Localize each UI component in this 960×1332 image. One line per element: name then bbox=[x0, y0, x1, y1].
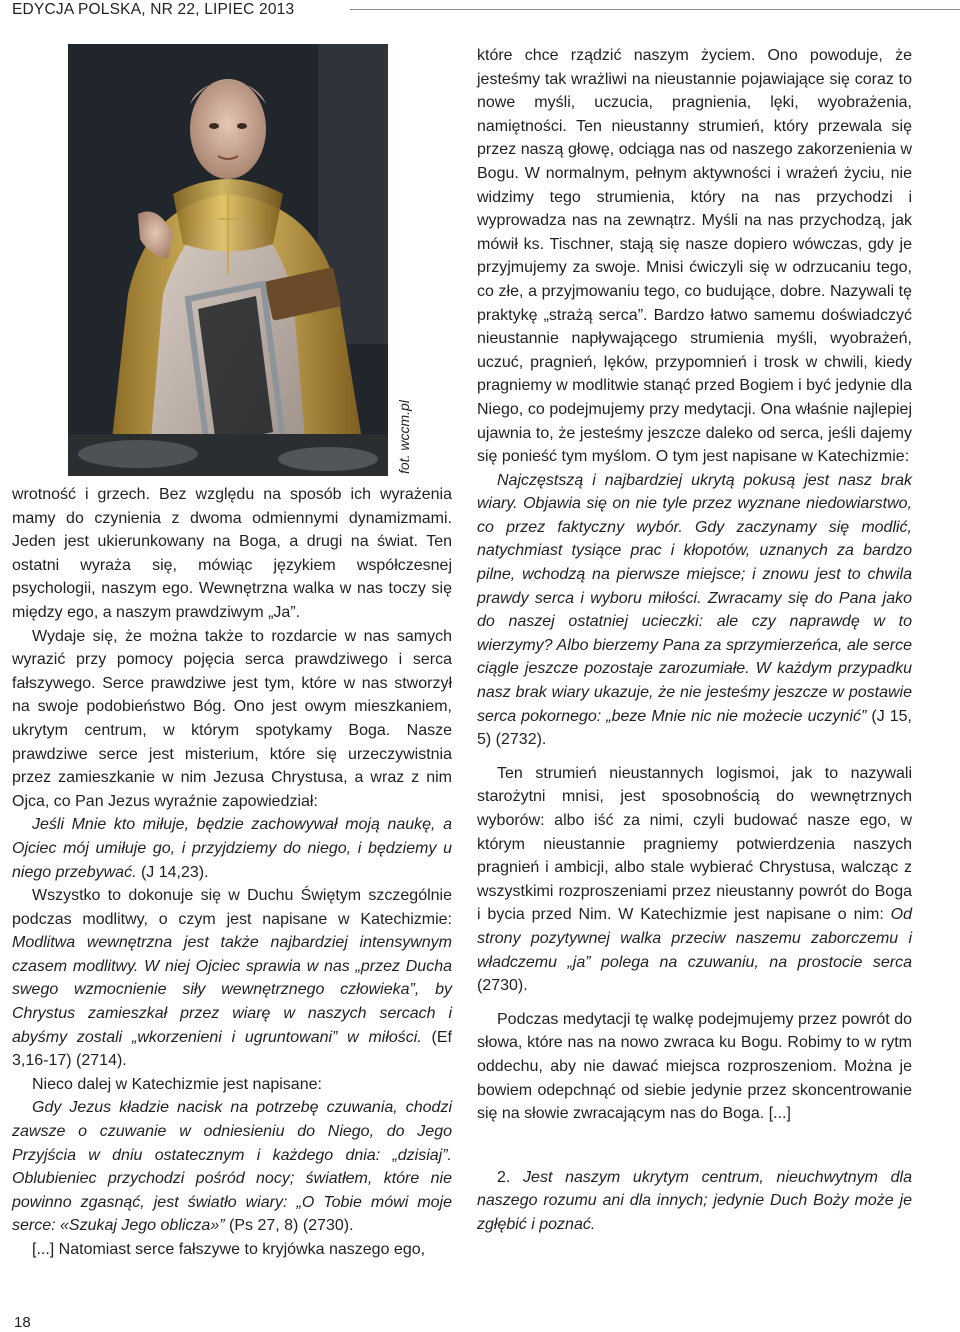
paragraph-quote bbox=[477, 469, 912, 752]
left-column bbox=[12, 483, 452, 1262]
paragraph: [...] Natomiast serce fałszywe to kryjówka naszego ego, bbox=[32, 1241, 426, 1258]
photo-credit: fot. wccm.pl bbox=[396, 400, 412, 474]
footnote-number: 2. bbox=[497, 1168, 524, 1186]
quote-reference: (Ps 27, 8) (2730). bbox=[224, 1217, 354, 1235]
paragraph-text: Wszystko to dokonuje się w Duchu Świętym szczególnie podczas modlitwy, o czym jest napisane w Katechizmie: bbox=[12, 887, 452, 928]
paragraph bbox=[477, 762, 912, 998]
issue-header: EDYCJA POLSKA, NR 22, LIPIEC 2013 bbox=[12, 1, 295, 18]
quote-reference: (2730). bbox=[477, 977, 528, 995]
page-number: 18 bbox=[14, 1314, 31, 1331]
quote-text: Gdy Jezus kładzie nacisk na potrzebę czuwania, chodzi zawsze o czuwanie w odniesieniu do Niego, do Jego Przyjścia w dniu ostatecznym i każdego dnia: „dzisiaj”. Oblubieniec przychodzi pośród nocy; światłem, które nie powinno zgasnąć, jest światło wiary: „O Tobie mówi moje serce: «Szukaj Jego oblicza»” bbox=[12, 1099, 452, 1235]
paragraph-quote bbox=[12, 813, 452, 884]
header-divider bbox=[350, 9, 960, 10]
footnote-text: Jest naszym ukrytym centrum, nieuchwytnym dla naszego rozumu ani dla innych; jedynie Duch Boży może je zgłębić i poznać. bbox=[477, 1168, 912, 1233]
statue-photo bbox=[68, 44, 388, 476]
paragraph: Wydaje się, że można także to rozdarcie w nas samych wyrazić przy pomocy pojęcia serca prawdziwego i serca fałszywego. Serce prawdziwe jest tym, które w nas stworzył na swoje podobieństwo Bóg. Ono jest owym mieszkaniem, ukrytym centrum, w którym spotykamy Boga. Nasze prawdziwe serce jest misterium, które się urzeczywistnia przez zamieszkanie w nim Jezusa Chrystusa, a wraz z nim Ojca, co Pan Jezus wyraźnie zapowiedział: bbox=[12, 627, 452, 810]
quote-reference: (J 15, 5) (2732). bbox=[477, 707, 912, 749]
monk-statue-illustration bbox=[68, 44, 388, 476]
paragraph-quote bbox=[12, 1096, 452, 1238]
quote-text: Modlitwa wewnętrzna jest także najbardziej intensywnym czasem modlitwy. W niej Ojciec sprawia w nas „przez Ducha swego wzmocnienie siły wewnętrznego człowieka”, by Chrystus zamieszkał przez wiarę w naszych sercach i abyśmy zostali „wkorzenieni i ugruntowani” w miłości. bbox=[12, 934, 452, 1046]
footnote bbox=[477, 1166, 912, 1237]
quote-reference: (J 14,23). bbox=[136, 863, 209, 881]
right-column bbox=[477, 44, 912, 1237]
paragraph: Podczas medytacji tę walkę podejmujemy przez powrót do słowa, które nas na nowo zwraca ku Bogu. Robimy to w rytm oddechu, aby nie dawać miejsca rozproszeniom. Można je bowiem odepchnąć od siebie jedynie przez skoncentrowanie się na słowie zwracającym nas do Boga. [...] bbox=[477, 1010, 912, 1123]
paragraph-text: Ten strumień nieustannych logismoi, jak to nazywali starożytni mnisi, jest sposobnością do wewnętrznych wyborów: albo iść za nimi, czyli budować nasze ego, w którym nieustannie pragniemy potwierdzenia naszych pragnień i ambicji, albo stale wybierać Chrystusa, walcząc z wszystkimi rozproszeniami przez nieustanny powrót do Boga i bycia przed Nim. W Katechizmie jest napisane o nim: bbox=[477, 764, 912, 924]
quote-reference: (Ef 3,16-17) (2714). bbox=[12, 1028, 453, 1070]
quote-text: Najczęstszą i najbardziej ukrytą pokusą jest nasz brak wiary. Objawia się on nie tyle przez wyznane niedowiarstwo, co przez faktyczny wybór. Gdy zaczynamy się modlić, natychmiast tysiące prac i kłopotów, uznanych za bardzo pilne, wchodzą na pierwsze miejsce; i znowu jest to chwila prawdy serca i wyboru miłości. Zwracamy się do Pana jako do naszej ostatniej ucieczki: ale czy naprawdę w to wierzymy? Albo bierzemy Pana za sprzymierzeńca, ale serce ciągle jeszcze pozostaje zarozumiałe. W każdym przypadku nasz brak wiary ukazuje, że nie jesteśmy jeszcze w postawie serca pokornego: „beze Mnie nic nie możecie uczynić” bbox=[477, 471, 912, 725]
quote-text: Od strony pozytywnej walka przeciw naszemu zaborczemu i władczemu „ja” polega na czuwaniu, na prostocie serca bbox=[477, 906, 912, 971]
quote-text: Jeśli Mnie kto miłuje, będzie zachowywał moją naukę, a Ojciec mój umiłuje go, i przyjdziemy do niego, i będziemy u niego przebywać. bbox=[12, 816, 452, 881]
paragraph: Nieco dalej w Katechizmie jest napisane: bbox=[32, 1075, 322, 1093]
paragraph: które chce rządzić naszym życiem. Ono powoduje, że jesteśmy tak wrażliwi na nieustannie pojawiające się coraz to nowe myśli, uczucia, pragnienia, lęki, wyobrażenia, namiętności. Ten nieustanny strumień, który przewala się przez naszą głowę, odciąga nas od naszego zakorzenienia w Bogu. W normalnym, pełnym aktywności i wrażeń życiu, nie widzimy tego strumienia, który na nas przychodzi i wyprowadza nas na zewnątrz. Myśli na nas przychodzą, jak mówił ks. Tischner, stają się nasze dopiero wówczas, gdy je przyjmujemy za swoje. Mnisi ćwiczyli się w odrzucaniu tego, co złe, a przyjmowaniu tego, co budujące, dobre. Nazywali tę praktykę „strażą serca”. Bardzo łatwo samemu doświadczyć nieustannie napływającego strumienia myśli, wyobrażeń, uczuć, pragnień, lęków, przypomnień i trosk w chwili, kiedy pragniemy w modlitwie stanąć przed Bogiem i być jedynie dla Niego, co podejmujemy przy medytacji. Ona właśnie najlepiej ujawnia to, że jesteśmy jeszcze daleko od serca, jeśli dajemy się ponieść tym myślom. O tym jest napisane w Katechizmie: bbox=[477, 47, 912, 466]
paragraph bbox=[12, 884, 452, 1073]
paragraph: wrotność i grzech. Bez względu na sposób ich wyrażenia mamy do czynienia z dwoma odmiennymi dynamizmami. Jeden jest ukierunkowany na Boga, a drugi na świat. Ten ostatni wyraża się, mówiąc językiem współczesnej psychologii, naszym ego. Wewnętrzna walka w nas toczy się między ego, a naszym prawdziwym „Ja”. bbox=[12, 486, 452, 621]
